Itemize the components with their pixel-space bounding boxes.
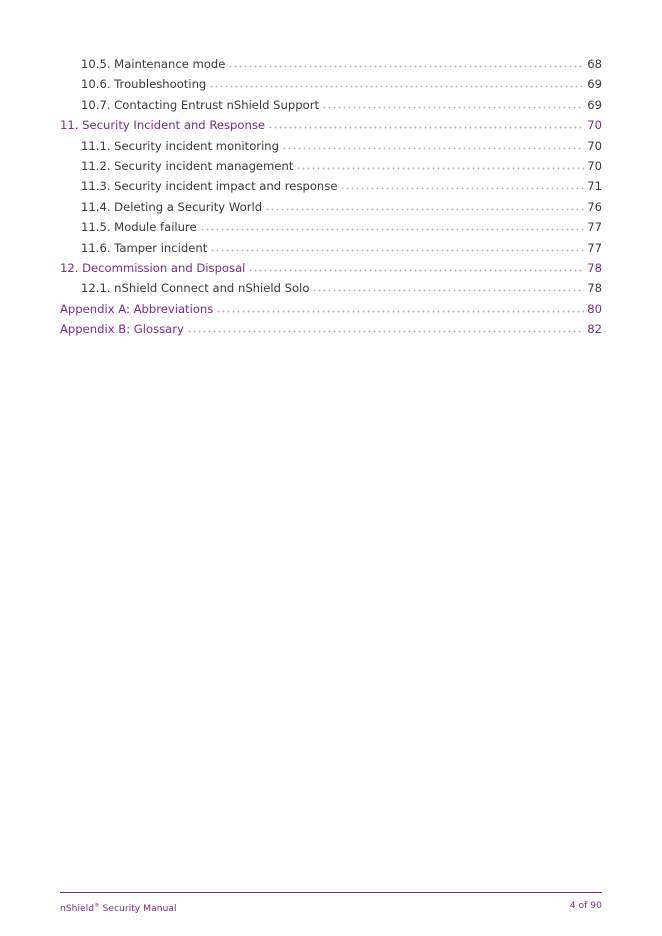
toc-entry-title: 12.1. nShield Connect and nShield Solo [81,281,310,296]
toc-dot-leader [312,280,584,292]
toc-dot-leader [322,97,584,109]
footer-document-title [60,900,177,915]
toc-entry-title: 12. Decommission and Disposal [60,260,246,275]
trademark-symbol: ® [94,903,100,909]
footer-product-name: nShield [60,903,95,914]
toc-dot-leader [296,158,584,170]
toc-chapter-entry[interactable] [60,115,602,135]
footer-divider [60,892,602,893]
toc-entry-title: 11.3. Security incident impact and response [81,179,338,194]
toc-entry-page: 78 [587,260,602,275]
toc-entry[interactable] [60,156,602,176]
toc-entry[interactable] [60,278,602,298]
toc-entry-page: 69 [587,77,602,92]
toc-entry-page: 77 [587,240,602,255]
toc-entry-title: 10.7. Contacting Entrust nShield Support [81,97,320,112]
toc-dot-leader [228,56,584,68]
toc-entry[interactable] [60,54,602,74]
table-of-contents [60,54,602,339]
toc-entry-page: 76 [587,199,602,214]
toc-entry-title: 11.1. Security incident monitoring [81,138,280,153]
toc-dot-leader [282,138,584,150]
toc-entry-page: 80 [587,301,602,316]
toc-entry-page: 82 [587,322,602,337]
toc-entry-page: 71 [587,179,602,194]
toc-dot-leader [268,117,584,129]
toc-entry-title: 11. Security Incident and Response [60,118,266,133]
toc-chapter-entry[interactable] [60,299,602,319]
toc-entry[interactable] [60,95,602,115]
toc-dot-leader [187,321,584,333]
toc-entry-title: Appendix B: Glossary [60,322,184,337]
toc-entry[interactable] [60,217,602,237]
toc-entry[interactable] [60,74,602,94]
toc-entry-title: 11.2. Security incident management [81,158,294,173]
toc-entry[interactable] [60,176,602,196]
toc-entry-page: 69 [587,97,602,112]
toc-entry-page: 77 [587,220,602,235]
toc-entry-title: 10.6. Troubleshooting [81,77,207,92]
toc-entry-page: 68 [587,57,602,71]
toc-entry-page: 70 [587,118,602,133]
toc-chapter-entry[interactable] [60,319,602,339]
toc-entry-title: 11.6. Tamper incident [81,240,208,255]
toc-dot-leader [216,301,584,313]
toc-dot-leader [210,240,584,252]
toc-entry-page: 70 [587,158,602,173]
toc-dot-leader [248,260,584,272]
toc-dot-leader [265,199,584,211]
toc-entry-title: Appendix A: Abbreviations [60,301,214,316]
toc-entry[interactable] [60,238,602,258]
toc-dot-leader [340,178,584,190]
toc-entry-page: 70 [587,138,602,153]
toc-dot-leader [209,76,584,88]
toc-entry[interactable] [60,136,602,156]
toc-entry-title: 11.5. Module failure [81,220,197,235]
toc-entry-page: 78 [587,281,602,296]
toc-entry[interactable] [60,197,602,217]
footer-page-number: 4 of 90 [569,900,602,911]
toc-entry-title: 11.4. Deleting a Security World [81,199,263,214]
toc-dot-leader [200,219,585,231]
toc-chapter-entry[interactable] [60,258,602,278]
toc-entry-title: 10.5. Maintenance mode [81,57,226,71]
footer-manual-name: Security Manual [99,903,177,914]
